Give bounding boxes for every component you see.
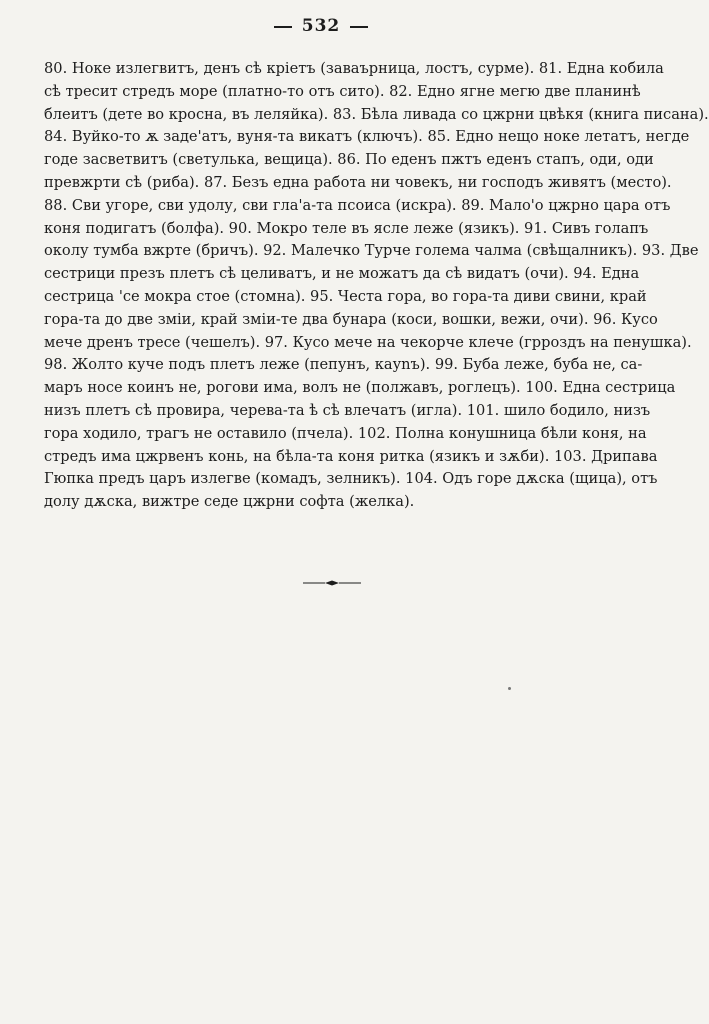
text-line: сестрици презъ плетъ сѣ целиватъ, и не можатъ да сѣ видатъ (очи). 94. Една bbox=[44, 265, 640, 283]
text-line: 98. Жолто куче подъ плетъ леже (пепунъ, кауnъ). 99. Буба леже, буба не, са- bbox=[44, 356, 643, 374]
text-line: превжрти сѣ (риба). 87. Безъ една работа ни човекъ, ни господъ живятъ (место). bbox=[44, 173, 672, 191]
text-line: 88. Сви угоре, сви удолу, сви гла'а-та псоиса (искра). 89. Мало'о цжрно цара отъ bbox=[44, 196, 671, 214]
text-line: гора-та до две змiи, край змiи-те два бунара (коси, вошки, вежи, очи). 96. Кусо bbox=[44, 310, 658, 328]
text-line: околу тумба вжрте (бричъ). 92. Малечко Турче голема чалма (свѣщалникъ). 93. Две bbox=[44, 242, 699, 260]
paper-speck bbox=[508, 687, 511, 690]
text-line: 80. Ноке излегвитъ, денъ сѣ крieтъ (заваърница, лостъ, сурме). 81. Една кобила bbox=[44, 60, 664, 77]
text-line: 84. Вуйко-то ѫ заде'атъ, вуня-та викатъ (ключъ). 85. Едно нещо ноке летатъ, негде bbox=[44, 128, 690, 146]
text-line: стредъ има цжрвенъ конь, на бѣла-та коня ритка (язикъ и зѫби). 103. Дрипава bbox=[44, 447, 658, 465]
page-header bbox=[0, 16, 642, 36]
left-dash bbox=[274, 26, 292, 28]
text-line: низъ плетъ сѣ провира, черева-та ѣ сѣ влечатъ (игла). 101. шило бодило, низъ bbox=[44, 401, 651, 419]
text-line: Гюпка предъ царъ излегве (комадъ, зелникъ). 104. Одъ горе дѫска (щица), отъ bbox=[44, 470, 658, 488]
text-line: блеитъ (дете во кросна, въ леляйка). 83. Бѣла ливада со цжрни цвѣкя (книга писана). bbox=[44, 105, 709, 123]
text-line: коня подигатъ (болфа). 90. Мокро теле въ ясле леже (язикъ). 91. Сивъ голапъ bbox=[44, 219, 649, 237]
rule-ornament-icon bbox=[303, 580, 361, 586]
riddles-text-block bbox=[44, 58, 709, 514]
text-line: маръ носе коинъ не, рогови има, волъ не (полжавъ, роглецъ). 100. Една сестрица bbox=[44, 379, 676, 397]
text-line: сѣ тресит стредъ море (платно-то отъ сито). 82. Едно ягне мегю две планинѣ bbox=[44, 82, 641, 100]
text-line: гора ходило, трагъ не оставило (пчела). 102. Полна конушница бѣли коня, на bbox=[44, 424, 647, 442]
right-dash bbox=[350, 26, 368, 28]
text-line: долу дѫска, вижтре седе цжрни софта (желка). bbox=[44, 493, 415, 511]
text-line: годе засветвитъ (светулька, вещица). 86. По еденъ пжтъ еденъ стапъ, оди, оди bbox=[44, 151, 654, 169]
text-line: сестрица 'се мокра стое (стомна). 95. Честа гора, во гора-та диви свини, край bbox=[44, 287, 647, 305]
text-line: мече дренъ тресе (чешелъ). 97. Кусо мече на чекорче клече (грроздъ на пенушка). bbox=[44, 333, 692, 351]
page-number: 532 bbox=[301, 16, 341, 36]
